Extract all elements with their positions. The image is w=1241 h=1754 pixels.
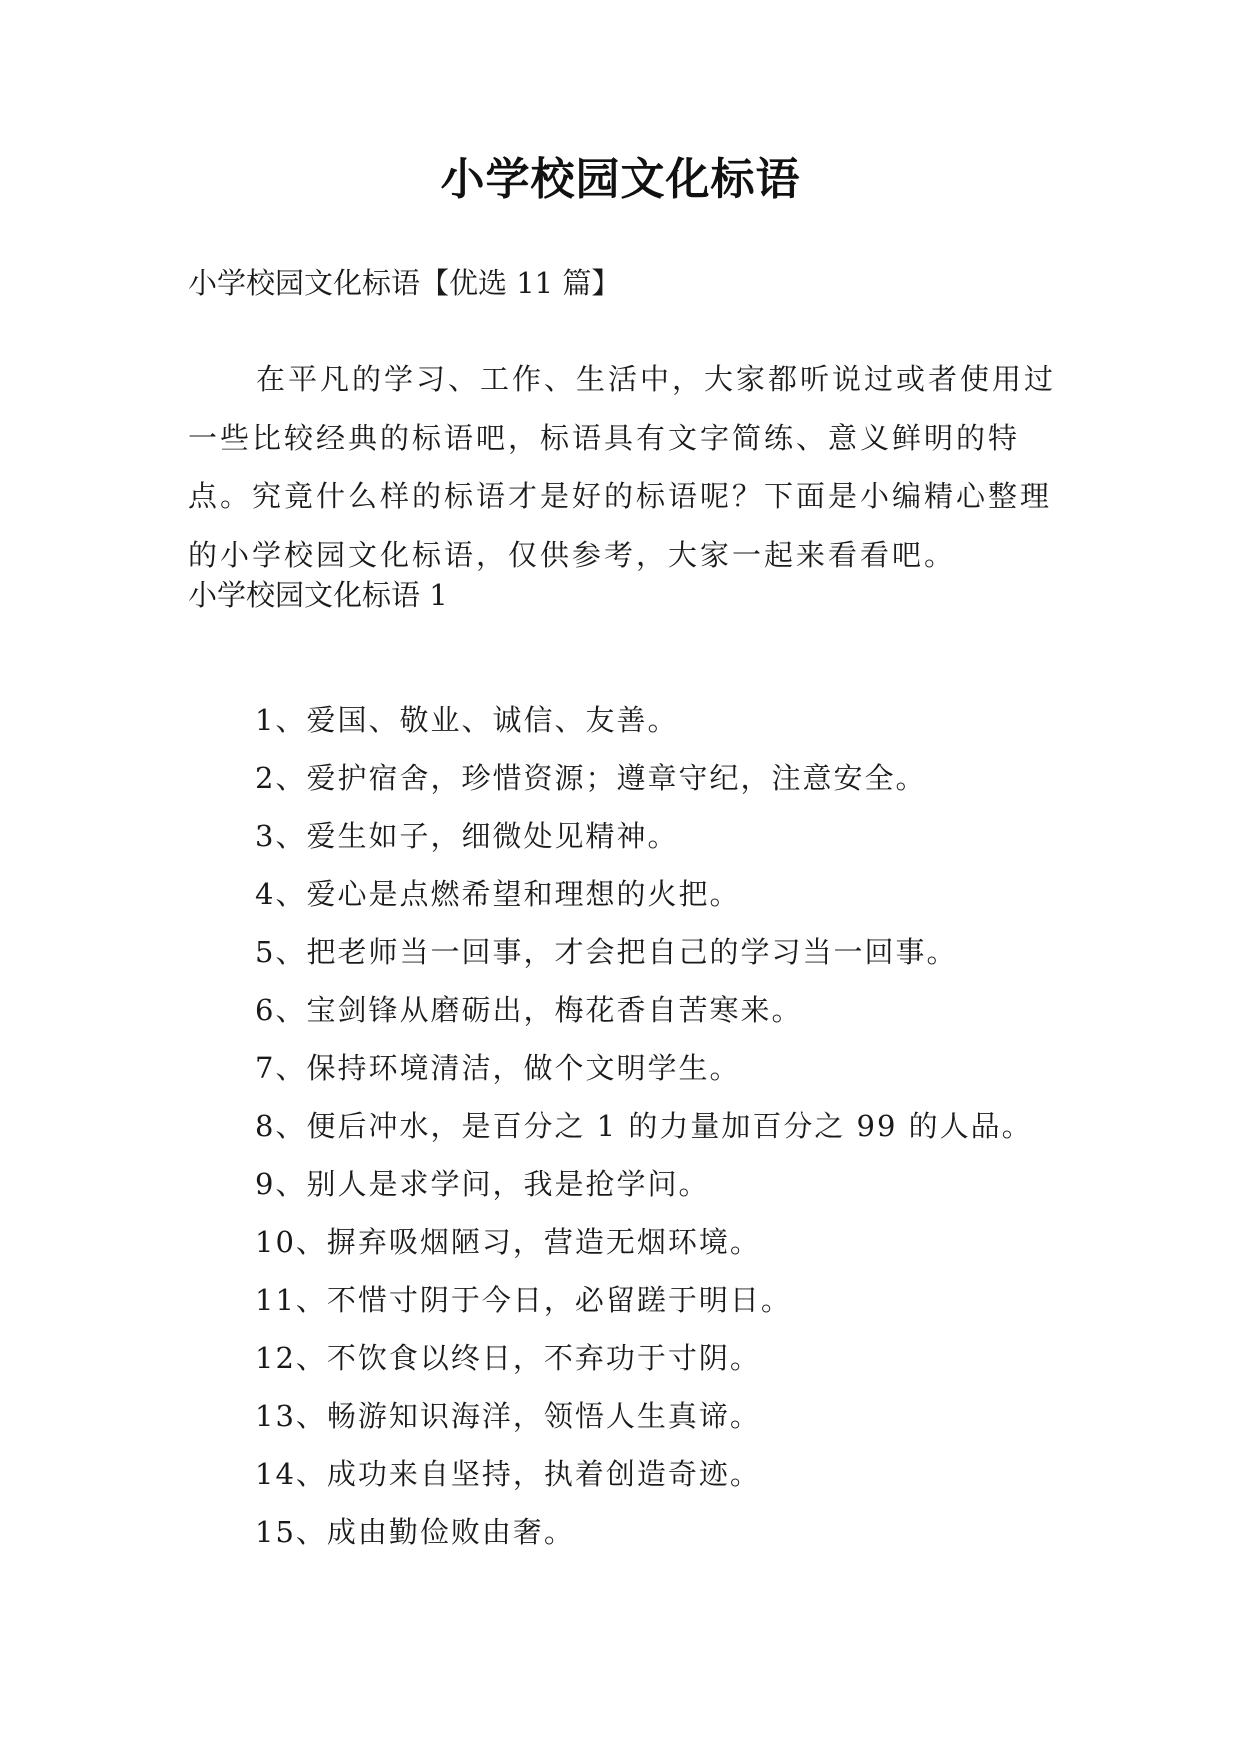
intro-paragraph: 在平凡的学习、工作、生活中，大家都听说过或者使用过一些比较经典的标语吧，标语具有文字简练、意义鲜明的特点。究竟什么样的标语才是好的标语呢？下面是小编精心整理的小学校园文化标语，仅供参考，大家一起来看看吧。 <box>188 362 1057 572</box>
list-item: 13、畅游知识海洋，领悟人生真谛。 <box>255 1399 761 1433</box>
list-item: 8、便后冲水，是百分之 1 的力量加百分之 99 的人品。 <box>255 1109 1033 1143</box>
list-item: 14、成功来自坚持，执着创造奇迹。 <box>255 1457 761 1491</box>
list-item: 6、宝剑锋从磨砺出，梅花香自苦寒来。 <box>255 993 803 1027</box>
document-title: 小学校园文化标语 <box>440 154 801 205</box>
section-heading: 小学校园文化标语 1 <box>188 578 448 612</box>
list-item: 5、把老师当一回事，才会把自己的学习当一回事。 <box>255 935 958 969</box>
list-item: 10、摒弃吸烟陋习，营造无烟环境。 <box>255 1225 761 1259</box>
list-item: 2、爱护宿舍，珍惜资源；遵章守纪，注意安全。 <box>255 761 927 795</box>
slogan-list <box>255 700 1115 1570</box>
document-subtitle: 小学校园文化标语【优选 11 篇】 <box>188 266 621 300</box>
list-item: 4、爱心是点燃希望和理想的火把。 <box>255 877 741 911</box>
list-item: 9、别人是求学问，我是抢学问。 <box>255 1167 710 1201</box>
list-item: 12、不饮食以终日，不弃功于寸阴。 <box>255 1341 761 1375</box>
list-item: 3、爱生如子，细微处见精神。 <box>255 819 679 853</box>
list-item: 7、保持环境清洁，做个文明学生。 <box>255 1051 741 1085</box>
list-item: 1、爱国、敬业、诚信、友善。 <box>255 703 679 737</box>
list-item: 15、成由勤俭败由奢。 <box>255 1515 575 1549</box>
list-item: 11、不惜寸阴于今日，必留蹉于明日。 <box>255 1283 792 1317</box>
